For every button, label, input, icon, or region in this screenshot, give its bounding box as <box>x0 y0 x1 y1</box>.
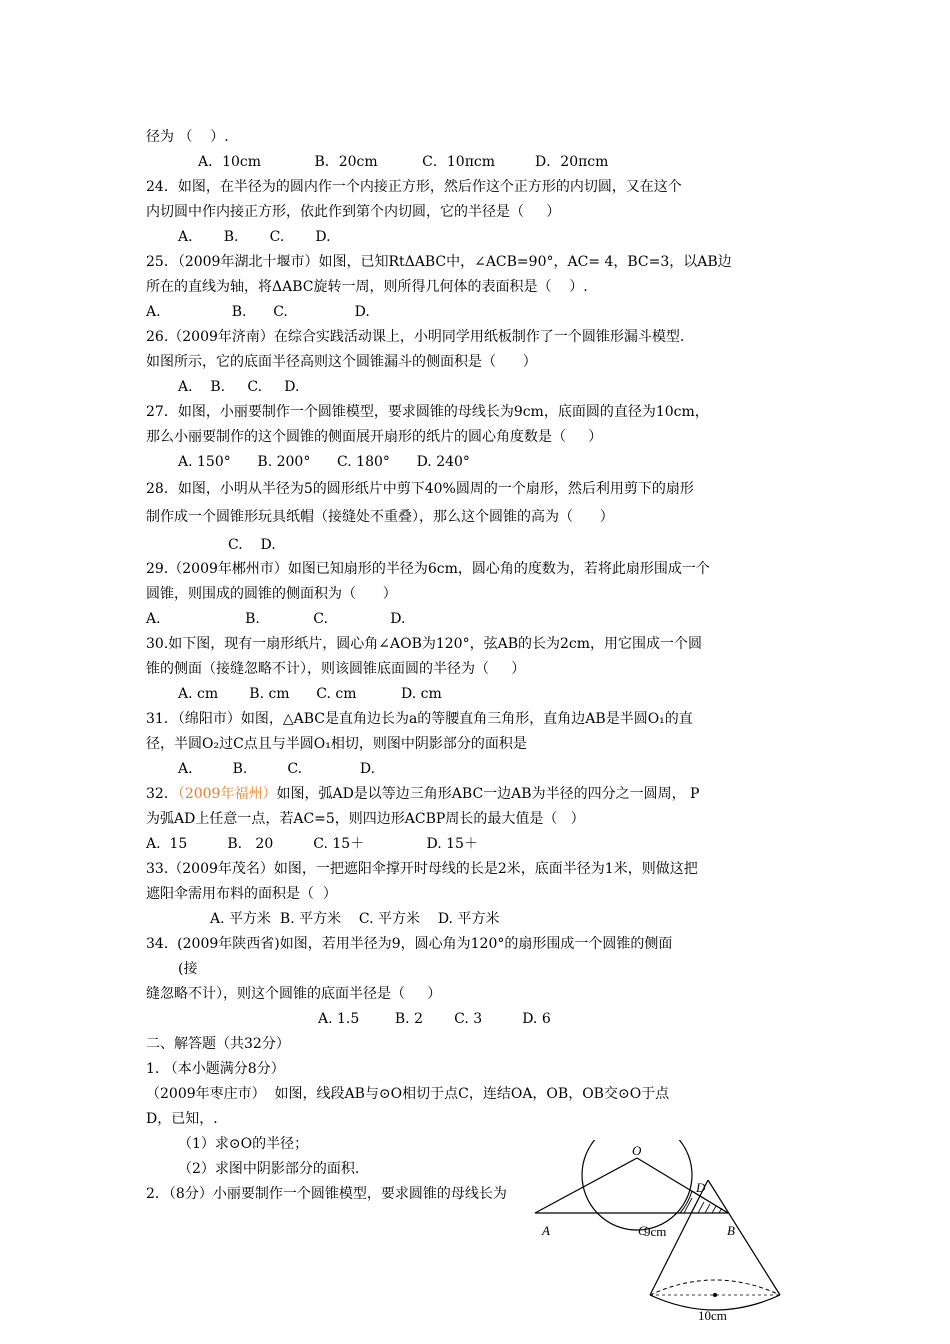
text-line <box>146 428 602 446</box>
text-line <box>178 760 375 778</box>
text-line <box>146 835 478 853</box>
text-line-main: 二、解答题（共32分） <box>146 1036 290 1052</box>
cone-base-back <box>650 1280 780 1295</box>
text-line-main: （2009年枣庄市） 如图，线段AB与⊙O相切于点C，连结OA，OB，OB交⊙O于点 <box>146 1086 670 1102</box>
text-line <box>146 328 684 346</box>
text-line-main: (接 <box>178 961 198 977</box>
text-line-main: 30.如下图，现有一扇形纸片，圆心角∠AOB为120°，弦AB的长为2cm，用它围成一个圆 <box>146 636 703 652</box>
text-line-main: 遮阳伞需用布料的面积是（ ） <box>146 886 337 902</box>
text-line-main: 32． <box>146 786 178 802</box>
text-line-main: A. B. C. D. <box>146 304 370 320</box>
text-line-main: 锥的侧面（接缝忽略不计），则该圆锥底面圆的半径为（ ） <box>146 661 526 677</box>
source-highlight: （2009年福州） <box>177 786 277 802</box>
label-d: D <box>696 1180 706 1195</box>
segment-oa <box>535 1158 637 1213</box>
text-line-main: A. cm B. cm C. cm D. cm <box>178 686 442 702</box>
cone-base-center <box>713 1293 717 1297</box>
text-line-main: 1. （本小题满分8分） <box>146 1061 285 1077</box>
text-line <box>146 403 709 421</box>
text-line <box>198 153 608 171</box>
text-line-main: A. B. C. D. <box>178 761 376 777</box>
text-line <box>146 1060 285 1078</box>
text-line <box>146 1110 218 1128</box>
text-line <box>146 660 525 678</box>
text-line <box>146 203 560 221</box>
text-line <box>146 935 672 953</box>
text-line-main: 为弧AD上任意一点，若AC=5，则四边形ACBP周长的最大值是（ ） <box>146 811 585 827</box>
text-line <box>210 910 499 928</box>
text-line-main: 29.（2009年郴州市）如图已知扇形的半径为6cm，圆心角的度数为，若将此扇形围成一个 <box>146 561 710 577</box>
text-line <box>146 508 614 526</box>
text-line-main: 31．（绵阳市）如图，△ABC是直角边长为a的等腰直角三角形，直角边AB是半圆O₁的直 <box>146 711 693 727</box>
text-line <box>146 710 693 728</box>
text-line-rest: 如图，弧AD是以等边三角形ABC一边AB为半径的四分之一圆周， P <box>276 786 700 802</box>
label-b: B <box>727 1223 735 1238</box>
label-9cm: 9cm <box>644 1224 667 1239</box>
text-line <box>228 536 276 554</box>
text-line <box>146 253 732 271</box>
text-line-main: 圆锥，则围成的圆锥的侧面积为（ ） <box>146 586 397 602</box>
text-line <box>146 610 405 628</box>
text-line-main: A. 1.5 B. 2 C. 3 D. 6 <box>318 1011 551 1027</box>
label-o: O <box>632 1143 642 1158</box>
text-line-main: 如图所示，它的底面半径高则这个圆锥漏斗的侧面积是（ ） <box>146 354 537 370</box>
label-c: C <box>638 1223 647 1238</box>
text-line-main: A. B. C. D. <box>178 229 331 245</box>
text-line-main: 所在的直线为轴，将ΔABC旋转一周，则所得几何体的表面积是（ ）. <box>146 279 588 295</box>
text-line <box>318 1010 551 1028</box>
text-line-main: 26.（2009年济南）在综合实践活动课上，小明同学用纸板制作了一个圆锥形漏斗模型. <box>146 329 685 345</box>
text-line <box>146 735 527 753</box>
text-line-main: 径为 （ ）. <box>146 129 229 145</box>
text-line <box>146 585 397 603</box>
text-line <box>146 810 585 828</box>
text-line <box>146 860 698 878</box>
text-line <box>146 1085 669 1103</box>
text-line <box>178 1135 308 1153</box>
text-line <box>178 685 442 703</box>
text-line <box>146 128 229 146</box>
text-line-main: 28．如图，小明从半径为5的圆形纸片中剪下40%圆周的一个扇形，然后利用剪下的扇形 <box>146 481 694 497</box>
text-line-main: A. 150° B. 200° C. 180° D. 240° <box>178 454 470 470</box>
text-line-main: 那么小丽要制作的这个圆锥的侧面展开扇形的纸片的圆心角度数是（ ） <box>146 429 603 445</box>
text-line-main: A. 平方米 B. 平方米 C. 平方米 D. 平方米 <box>210 911 500 927</box>
text-line-main: （2）求图中阴影部分的面积. <box>178 1161 360 1177</box>
text-line <box>146 885 337 903</box>
text-line-main: A. B. C. D. <box>146 611 406 627</box>
cone-right-edge <box>708 1180 780 1295</box>
text-line-main: A. 15 B. 20 C. 15＋ D. 15＋ <box>146 836 478 852</box>
text-line <box>178 1160 359 1178</box>
text-line <box>146 480 694 498</box>
text-line <box>146 985 441 1003</box>
text-line-main: 缝忽略不计），则这个圆锥的底面半径是（ ） <box>146 986 442 1002</box>
text-line <box>146 178 682 196</box>
text-line <box>146 560 710 578</box>
text-line-main: 25．（2009年湖北十堰市）如图，已知RtΔABC中，∠ACB=90°，AC= 4，BC=3，以AB边 <box>146 254 732 270</box>
text-line <box>178 453 470 471</box>
label-a: A <box>542 1223 550 1238</box>
text-line-main: 34. (2009年陕西省)如图，若用半径为9，圆心角为120°的扇形围成一个圆锥的侧面 <box>146 936 673 952</box>
text-line-main: 24．如图，在半径为的圆内作一个内接正方形，然后作这个正方形的内切圆，又在这个 <box>146 179 682 195</box>
text-line <box>146 635 702 653</box>
text-line <box>146 785 699 803</box>
text-line-main: D，已知，. <box>146 1111 218 1127</box>
text-line <box>178 378 299 396</box>
text-line <box>178 960 197 978</box>
text-line <box>146 353 537 371</box>
text-line-main: （1）求⊙O的半径； <box>178 1136 309 1152</box>
text-line-main: 制作成一个圆锥形玩具纸帽（接缝处不重叠），那么这个圆锥的高为（ ） <box>146 509 614 525</box>
text-line-main: 33.（2009年茂名）如图，一把遮阳伞撑开时母线的长是2米，底面半径为1米，则做这把 <box>146 861 698 877</box>
geometry-figures <box>520 1140 790 1330</box>
label-10cm: 10cm <box>698 1308 727 1323</box>
text-line-main: 内切圆中作内接正方形，依此作到第个内切圆，它的半径是（ ） <box>146 204 561 220</box>
text-line <box>146 278 588 296</box>
text-line-main: 2．（8分）小丽要制作一个圆锥模型，要求圆锥的母线长为 <box>146 1186 507 1202</box>
text-line <box>146 1035 290 1053</box>
text-line-main: A．10cm B．20cm C．10πcm D．20πcm <box>198 154 609 170</box>
text-line <box>146 303 370 321</box>
text-line-main: C. D. <box>228 537 276 553</box>
text-line-main: 径，半圆O₂过C点且与半圆O₁相切，则图中阴影部分的面积是 <box>146 736 527 752</box>
text-line <box>178 228 331 246</box>
text-line-main: A. B. C. D. <box>178 379 300 395</box>
text-line-main: 27．如图，小丽要制作一个圆锥模型，要求圆锥的母线长为9cm，底面圆的直径为10cm， <box>146 404 709 420</box>
text-line <box>146 1185 507 1203</box>
